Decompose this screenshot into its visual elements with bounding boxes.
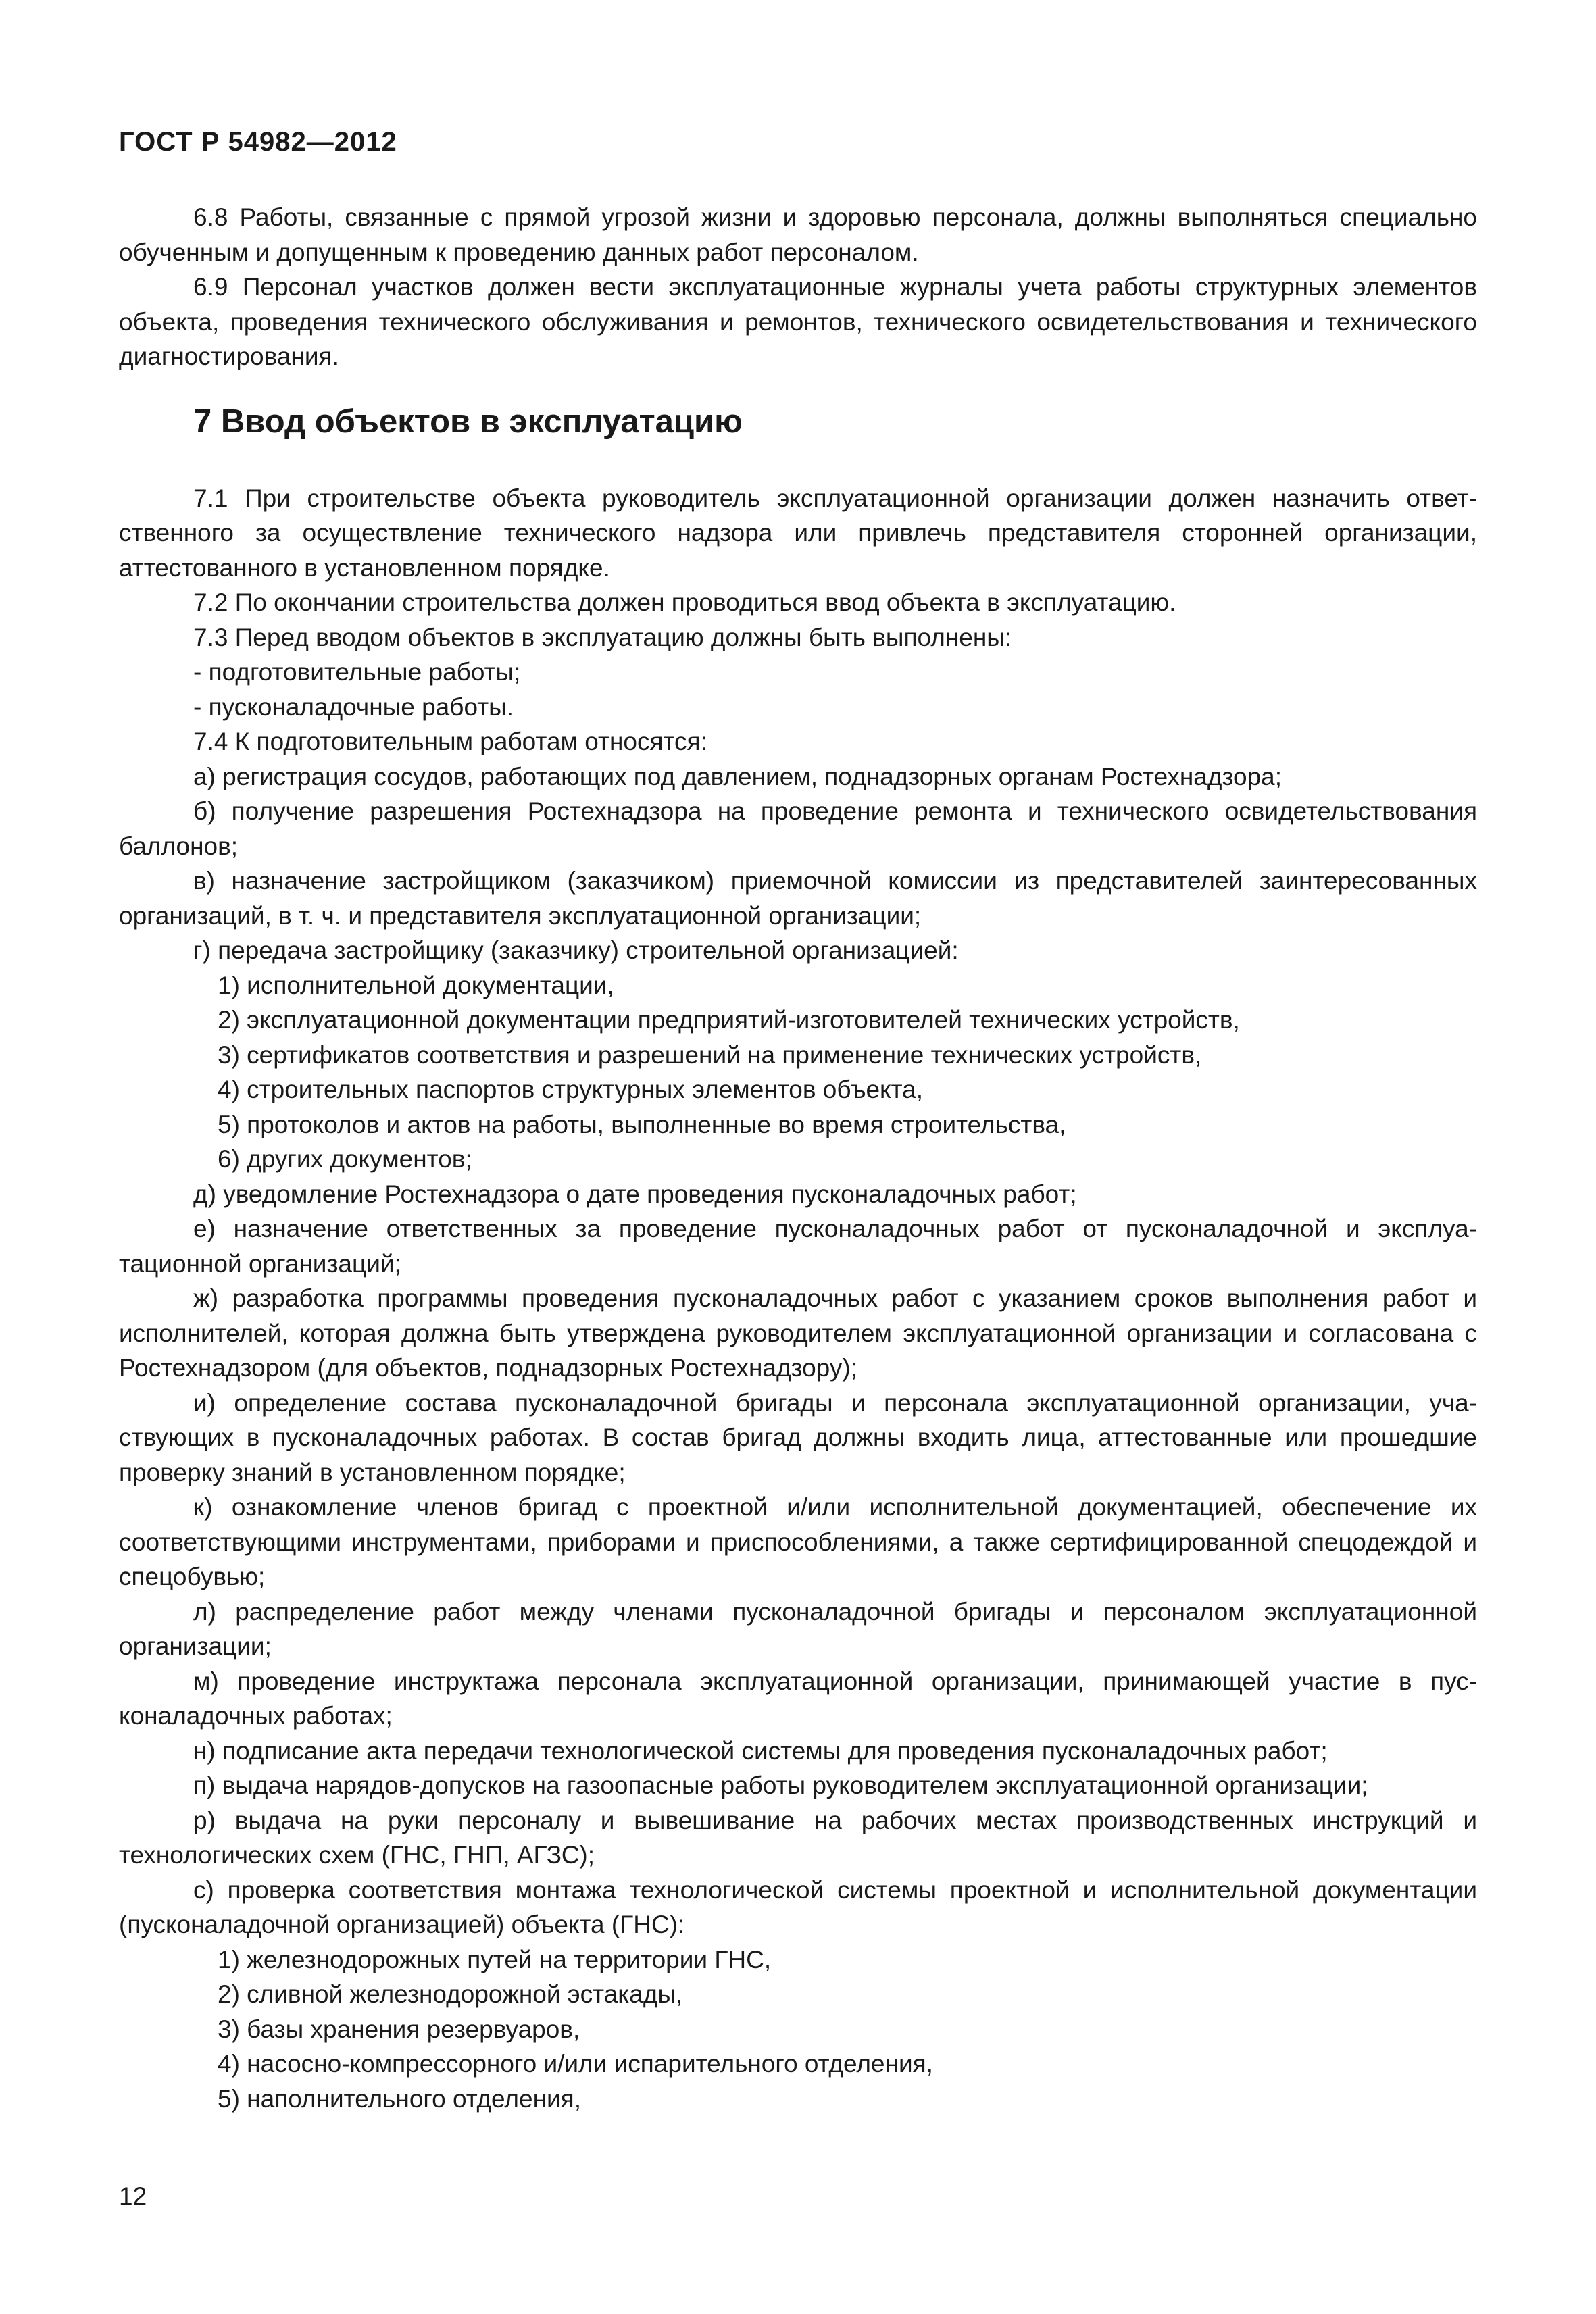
sub-list-item: 5) протоколов и актов на работы, выполненные во время строительства,	[218, 1110, 1066, 1138]
sub-list-item: 4) насосно-компрессорного и/или испарительного отделения,	[218, 2050, 933, 2078]
sub-list-item: 5) наполнительного отделения,	[218, 2084, 581, 2113]
list-item: - подготовительные работы;	[193, 658, 521, 686]
list-item-l: л) распределение работ между членами пусконаладочной бригады и персоналом эксплуатационной организации;	[119, 1597, 1477, 1660]
paragraph-7-1: 7.1 При строительстве объекта руководитель эксплуатационной организации должен назначить ответственного за осуществление технического надзора или привлечь представителя сторонней организации, аттестованного в установленном порядке.	[119, 484, 1477, 582]
section-heading: 7 Ввод объектов в эксплуатацию	[193, 403, 743, 440]
list-item-e: е) назначение ответственных за проведение пусконаладочных работ от пусконаладочной и эксплуатационной организаций;	[119, 1215, 1477, 1278]
paragraph-7-2: 7.2 По окончании строительства должен проводиться ввод объекта в эксплуатацию.	[193, 588, 1176, 616]
list-item-g: г) передача застройщику (заказчику) строительной организацией:	[193, 936, 959, 964]
list-item: - пусконаладочные работы.	[193, 693, 514, 721]
list-item-i: и) определение состава пусконаладочной бригады и персонала эксплуатационной организации, участвующих в пусконаладочных работах. В состав бригад должны входить лица, аттестованные или прошедшие проверку знаний в установленном порядке;	[119, 1388, 1477, 1486]
sub-list-item: 2) сливной железнодорожной эстакады,	[218, 1980, 683, 2008]
list-item-a: а) регистрация сосудов, работающих под давлением, поднадзорных органам Ростехнадзора;	[193, 762, 1282, 790]
sub-list-item: 4) строительных паспортов структурных элементов объекта,	[218, 1076, 924, 1103]
list-item-d: д) уведомление Ростехнадзора о дате проведения пусконаладочных работ;	[193, 1180, 1077, 1208]
list-item-m: м) проведение инструктажа персонала эксплуатационной организации, принимающей участие в пусконаладочных работах;	[119, 1667, 1477, 1730]
paragraph-6-8: 6.8 Работы, связанные с прямой угрозой жизни и здоровью персонала, должны выполняться специально обученным и допущенным к проведению данных работ персоналом.	[119, 203, 1477, 266]
paragraph-6-9: 6.9 Персонал участков должен вести эксплуатационные журналы учета работы структурных элементов объекта, проведения технического обслуживания и ремонтов, технического освидетельствования и технического диагностирования.	[119, 273, 1477, 370]
sub-list-item: 3) базы хранения резервуаров,	[218, 2015, 580, 2043]
paragraph-7-4: 7.4 К подготовительным работам относятся:	[193, 728, 707, 755]
sub-list-item: 2) эксплуатационной документации предприятий-изготовителей технических устройств,	[218, 1006, 1240, 1034]
document-header: ГОСТ Р 54982—2012	[119, 127, 397, 157]
list-item-b: б) получение разрешения Ростехнадзора на проведение ремонта и технического освидетельствования баллонов;	[119, 797, 1477, 860]
document-body	[119, 200, 1477, 2116]
list-item-r: р) выдача на руки персоналу и вывешивание на рабочих местах производственных инструкций и технологических схем (ГНС, ГНП, АГЗС);	[119, 1806, 1477, 1869]
sub-list-item: 6) других документов;	[218, 1145, 472, 1173]
list-item-zh: ж) разработка программы проведения пусконаладочных работ с указанием сроков выполнения работ и исполнителей, которая должна быть утверждена руководителем эксплуатационной организации и согласована с Ростехнадзором (для объектов, поднадзорных Ростехнадзору);	[119, 1284, 1477, 1382]
list-item-k: к) ознакомление членов бригад с проектной и/или исполнительной документацией, обеспечение их соответствующими инструментами, приборами и приспособлениями, а также сертифицированной спецодеждой и спецобувью;	[119, 1493, 1477, 1590]
list-item-p: п) выдача нарядов-допусков на газоопасные работы руководителем эксплуатационной организации;	[193, 1771, 1368, 1799]
sub-list-item: 1) исполнительной документации,	[218, 971, 614, 999]
sub-list-item: 3) сертификатов соответствия и разрешений на применение технических устройств,	[218, 1040, 1202, 1069]
paragraph-7-3: 7.3 Перед вводом объектов в эксплуатацию должны быть выполнены:	[193, 623, 1012, 651]
list-item-n: н) подписание акта передачи технологической системы для проведения пусконаладочных работ;	[193, 1736, 1328, 1765]
sub-list-item: 1) железнодорожных путей на территории ГНС,	[218, 1945, 772, 1973]
list-item-v: в) назначение застройщиком (заказчиком) приемочной комиссии из представителей заинтересованных организаций, в т. ч. и представителя эксплуатационной организации;	[119, 867, 1477, 930]
list-item-s: с) проверка соответствия монтажа технологической системы проектной и исполнительной документации (пусконаладочной организацией) объекта (ГНС):	[119, 1876, 1477, 1938]
page-number: 12	[119, 2182, 147, 2210]
